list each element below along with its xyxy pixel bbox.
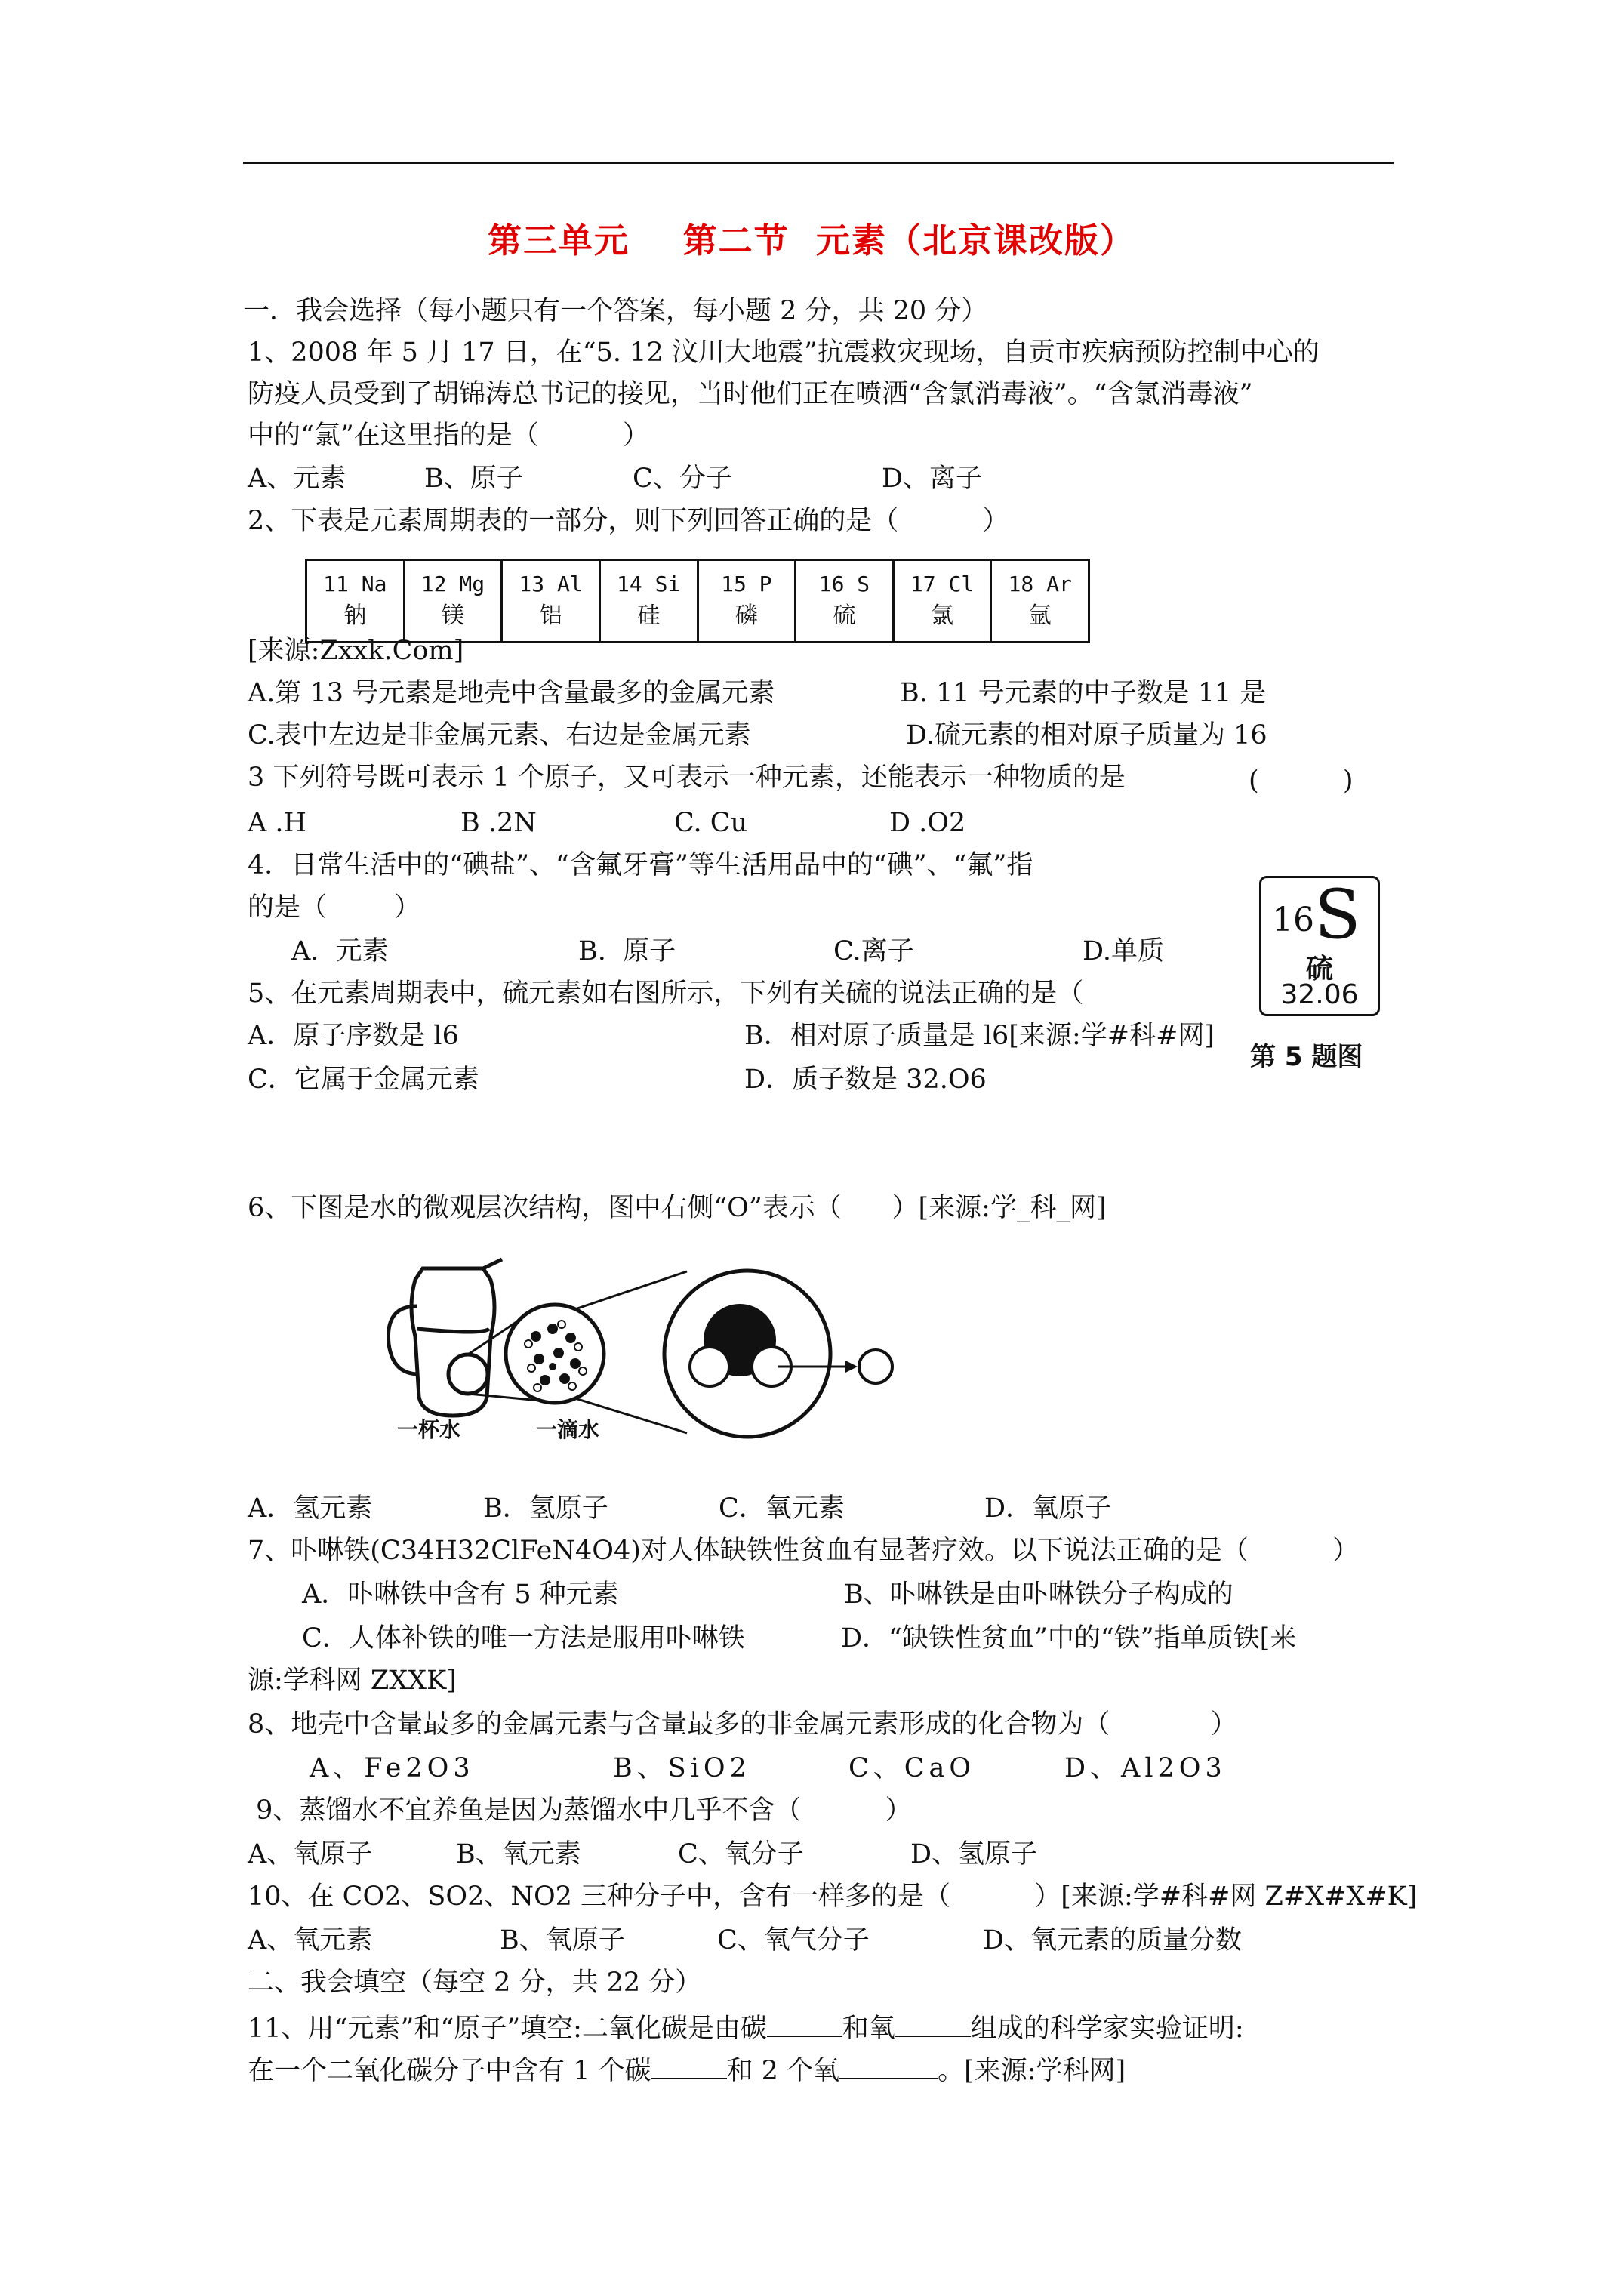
element-number: 13 Al <box>519 572 583 596</box>
q6-option-c[interactable]: C．氧元素 <box>719 1493 845 1524</box>
q9-option-c[interactable]: C、氧分子 <box>678 1839 804 1869</box>
pitcher-icon <box>388 1259 502 1416</box>
fill-blank-2[interactable] <box>895 2010 971 2037</box>
q2-option-a[interactable]: A.第 13 号元素是地壳中含量最多的金属元素 <box>248 678 775 708</box>
element-cell <box>895 561 993 641</box>
q10-option-d[interactable]: D、氧元素的质量分数 <box>983 1925 1243 1955</box>
sulfur-atomic-mass: 32.06 <box>1280 979 1359 1010</box>
q2-option-c[interactable]: C.表中左边是非金属元素、右边是金属元素 <box>248 720 751 750</box>
q8-option-d[interactable]: D、Al2O3 <box>1064 1753 1227 1783</box>
q11-text: 在一个二氧化碳分子中含有 1 个碳 <box>248 2056 651 2086</box>
element-name: 磷 <box>735 603 758 629</box>
fill-blank-4[interactable] <box>839 2052 938 2079</box>
element-name: 铝 <box>539 603 562 629</box>
q2-source: [来源:Zxxk.Com] <box>248 636 464 666</box>
q7-option-a[interactable]: A．卟啉铁中含有 5 种元素 <box>302 1579 619 1610</box>
q3-stem: 3 下列符号既可表示 1 个原子，又可表示一种元素，还能表示一种物质的是 <box>248 763 1126 793</box>
q6-option-a[interactable]: A．氢元素 <box>248 1493 373 1524</box>
element-name: 硫 <box>833 603 856 629</box>
sulfur-name: 硫 <box>1305 954 1333 985</box>
q1-line-1: 1、2008 年 5 月 17 日，在“5. 12 汶川大地震”抗震救灾现场，自贡市疾病预防控制中心的 <box>248 337 1320 368</box>
element-name: 镁 <box>441 603 464 629</box>
q4-line-2: 的是（ ） <box>248 892 421 923</box>
q3-option-d[interactable]: D .O2 <box>889 808 966 838</box>
q9-option-b[interactable]: B、氧元素 <box>456 1839 581 1869</box>
q8-stem: 8、地壳中含量最多的金属元素与含量最多的非金属元素形成的化合物为（ ） <box>248 1709 1237 1740</box>
element-name: 氩 <box>1028 603 1052 629</box>
element-name: 钠 <box>343 603 367 629</box>
sulfur-element-card <box>1259 876 1380 1016</box>
element-number: 12 Mg <box>420 572 485 596</box>
q11-line-2 <box>248 2052 1126 2088</box>
q10-option-b[interactable]: B、氧原子 <box>500 1925 625 1955</box>
q11-text: 和 2 个氧 <box>726 2056 840 2086</box>
element-cell <box>307 561 405 641</box>
element-cell <box>796 561 895 641</box>
q7-option-c[interactable]: C．人体补铁的唯一方法是服用卟啉铁 <box>302 1623 745 1653</box>
element-name: 氯 <box>931 603 954 629</box>
q3-option-c[interactable]: C. Cu <box>674 808 748 838</box>
element-number: 18 Ar <box>1008 572 1072 596</box>
q6-option-d[interactable]: D．氧原子 <box>984 1493 1112 1524</box>
q9-option-a[interactable]: A、氧原子 <box>248 1839 373 1869</box>
fill-blank-3[interactable] <box>651 2052 727 2079</box>
q5-option-a[interactable]: A．原子序数是 l6 <box>248 1021 459 1051</box>
page-title: 第三单元 第二节 元素（北京课改版） <box>487 220 1135 260</box>
q2-option-b[interactable]: B. 11 号元素的中子数是 11 是 <box>900 678 1267 708</box>
element-number: 11 Na <box>323 572 387 596</box>
q11-text: 组成的科学家实验证明: <box>970 2014 1244 2044</box>
hydrogen-atom-circle <box>859 1350 892 1383</box>
q10-option-c[interactable]: C、氧气分子 <box>717 1925 870 1955</box>
element-number: 16 S <box>818 572 870 596</box>
q1-option-b[interactable]: B、原子 <box>424 464 523 494</box>
q10-option-a[interactable]: A、氧元素 <box>248 1925 373 1955</box>
q4-option-b[interactable]: B. 原子 <box>578 936 676 966</box>
q9-option-d[interactable]: D、氢原子 <box>910 1839 1038 1869</box>
section1-heading: 一．我会选择（每小题只有一个答案，每小题 2 分，共 20 分） <box>243 296 988 326</box>
q4-option-d[interactable]: D.单质 <box>1083 936 1164 966</box>
q10-stem: 10、在 CO2、SO2、NO2 三种分子中，含有一样多的是（ ）[来源:学#科#网 Z#X#X#K] <box>248 1881 1418 1912</box>
q11-line-1 <box>248 2010 1244 2045</box>
q2-stem: 2、下表是元素周期表的一部分，则下列回答正确的是（ ） <box>248 506 1009 536</box>
q3-option-b[interactable]: B .2N <box>460 808 537 838</box>
q2-option-d[interactable]: D.硫元素的相对原子质量为 16 <box>906 720 1267 750</box>
element-number: 14 Si <box>617 572 681 596</box>
q8-option-a[interactable]: A、Fe2O3 <box>310 1753 475 1783</box>
q5-option-d[interactable]: D．质子数是 32.O6 <box>744 1065 987 1095</box>
q11-text: 11、用“元素”和“原子”填空:二氧化碳是由碳 <box>248 2014 767 2044</box>
q1-option-c[interactable]: C、分子 <box>633 464 732 494</box>
element-number: 15 P <box>721 572 772 596</box>
element-number: 17 Cl <box>910 572 975 596</box>
q11-text: 。[来源:学科网] <box>938 2056 1126 2086</box>
q4-option-a[interactable]: A. 元素 <box>291 936 389 966</box>
q9-stem: 9、蒸馏水不宜养鱼是因为蒸馏水中几乎不含（ ） <box>248 1795 912 1826</box>
q5-option-c[interactable]: C．它属于金属元素 <box>248 1065 479 1095</box>
q7-stem: 7、卟啉铁(C34H32ClFeN4O4)对人体缺铁性贫血有显著疗效。以下说法正确的是（ ） <box>248 1536 1360 1566</box>
element-cell <box>405 561 504 641</box>
q4-line-1: 4．日常生活中的“碘盐”、“含氟牙膏”等生活用品中的“碘”、“氟”指 <box>248 850 1033 880</box>
figure-5-caption: 第 5 题图 <box>1250 1042 1363 1072</box>
element-cell <box>601 561 699 641</box>
top-rule <box>243 162 1394 164</box>
q1-option-d[interactable]: D、离子 <box>882 464 983 494</box>
q11-text: 和氧 <box>842 2014 895 2044</box>
q1-line-3: 中的“氯”在这里指的是（ ） <box>248 421 650 451</box>
q7-option-b[interactable]: B、卟啉铁是由卟啉铁分子构成的 <box>844 1579 1233 1610</box>
section2-heading: 二、我会填空（每空 2 分，共 22 分） <box>248 1968 702 1998</box>
fill-blank-1[interactable] <box>767 2010 842 2037</box>
q7-option-d[interactable]: D．“缺铁性贫血”中的“铁”指单质铁[来 <box>841 1623 1297 1653</box>
element-name: 硅 <box>637 603 661 629</box>
element-cell <box>503 561 601 641</box>
q8-option-b[interactable]: B、SiO2 <box>613 1753 751 1783</box>
element-cell <box>699 561 797 641</box>
q8-option-c[interactable]: C、CaO <box>848 1753 976 1783</box>
q6-stem: 6、下图是水的微观层次结构，图中右侧“O”表示（ ）[来源:学_科_网] <box>248 1193 1107 1223</box>
q3-answer-paren: ( ) <box>1249 766 1354 796</box>
sulfur-atomic-number: 16 <box>1272 901 1314 939</box>
q4-option-c[interactable]: C.离子 <box>833 936 914 966</box>
q1-option-a[interactable]: A、元素 <box>248 464 346 494</box>
label-drop-of-water: 一滴水 <box>536 1417 600 1442</box>
sulfur-symbol: S <box>1314 875 1361 954</box>
q3-option-a[interactable]: A .H <box>248 808 307 838</box>
q5-stem: 5、在元素周期表中，硫元素如右图所示，下列有关硫的说法正确的是（ <box>248 978 1084 1009</box>
periodic-table-strip <box>305 559 1090 643</box>
label-cup-of-water: 一杯水 <box>397 1417 461 1442</box>
q5-option-b[interactable]: B．相对原子质量是 l6[来源:学#科#网] <box>744 1021 1215 1051</box>
element-cell <box>992 561 1088 641</box>
q1-line-2: 防疫人员受到了胡锦涛总书记的接见，当时他们正在喷洒“含氯消毒液”。“含氯消毒液” <box>248 379 1253 409</box>
q6-option-b[interactable]: B．氢原子 <box>483 1493 608 1524</box>
q7-continuation: 源:学科网 ZXXK] <box>248 1666 457 1696</box>
